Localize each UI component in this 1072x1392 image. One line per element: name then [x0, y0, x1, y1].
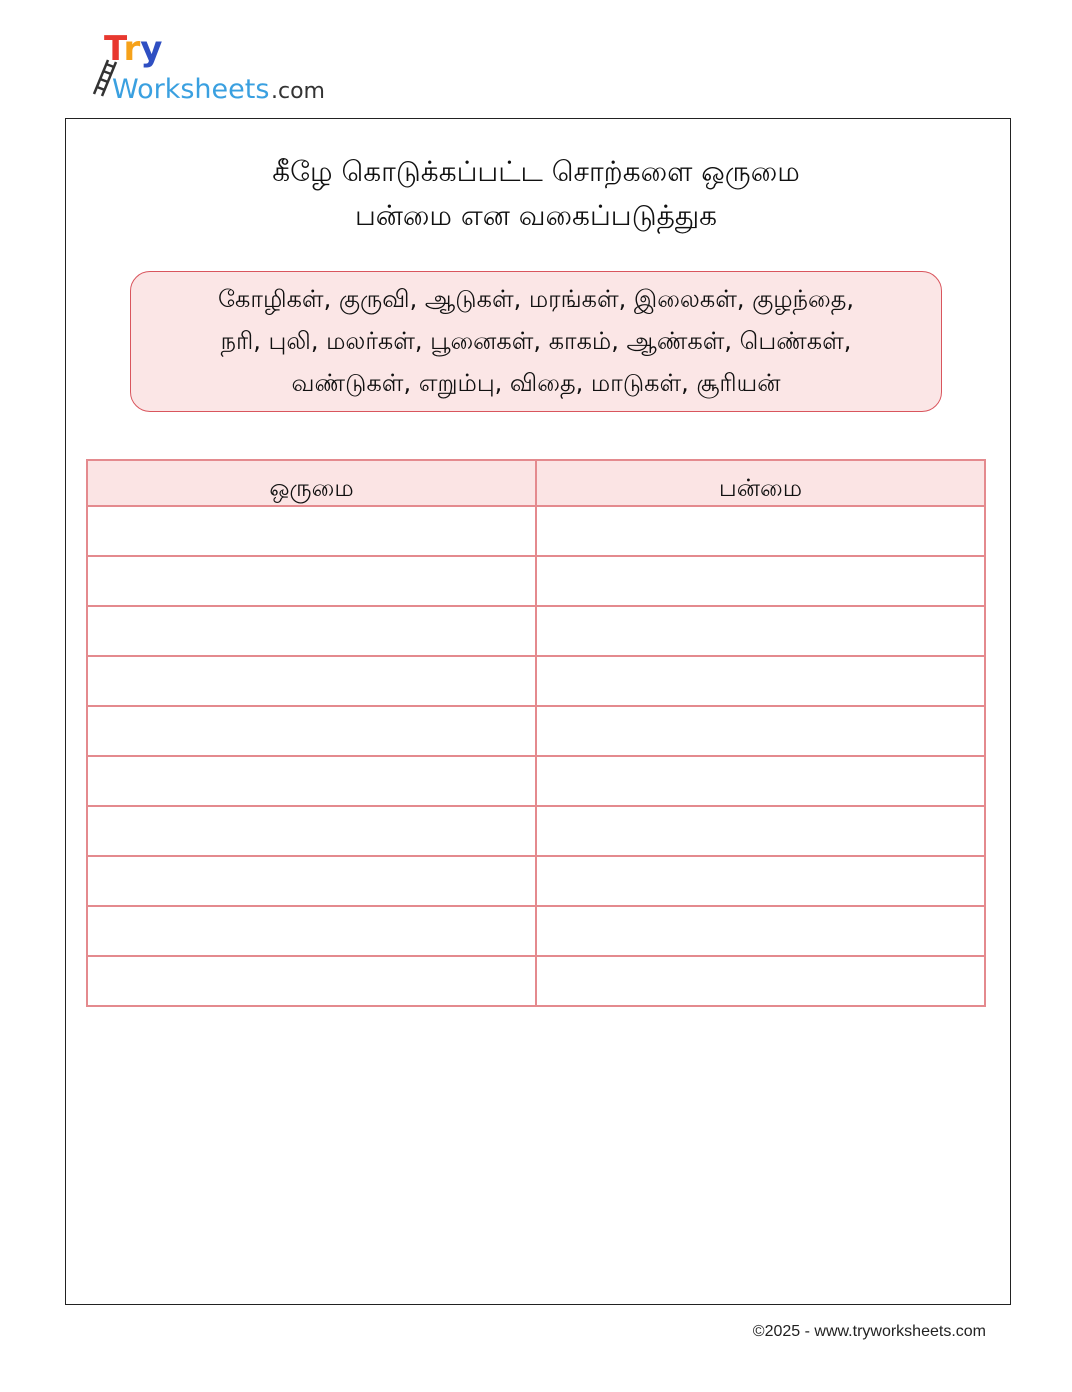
svg-text:Try: Try — [104, 30, 163, 69]
logo-worksheets: Worksheets — [112, 74, 270, 105]
table-row — [87, 706, 985, 756]
ladder-logo-graphic — [88, 30, 338, 105]
table-row — [87, 756, 985, 806]
singular-answer-cell[interactable] — [87, 906, 536, 956]
word-bank-line: கோழிகள், குருவி, ஆடுகள், மரங்கள், இலைகள், குழந்தை, — [218, 285, 854, 313]
plural-answer-cell[interactable] — [536, 606, 985, 656]
plural-answer-cell[interactable] — [536, 806, 985, 856]
word-bank-line: நரி, புலி, மலர்கள், பூனைகள், காகம், ஆண்கள், பெண்கள், — [220, 327, 852, 355]
singular-answer-cell[interactable] — [87, 856, 536, 906]
plural-answer-cell[interactable] — [536, 756, 985, 806]
singular-answer-cell[interactable] — [87, 956, 536, 1006]
table-row — [87, 856, 985, 906]
worksheet-title — [0, 150, 1072, 238]
header-singular: ஒருமை — [87, 460, 536, 506]
table-row — [87, 656, 985, 706]
word-bank — [130, 271, 942, 412]
header-plural: பன்மை — [536, 460, 985, 506]
table-row — [87, 956, 985, 1006]
singular-answer-cell[interactable] — [87, 756, 536, 806]
table-row — [87, 556, 985, 606]
singular-answer-cell[interactable] — [87, 806, 536, 856]
logo-com: .com — [271, 79, 325, 104]
title-line-1: கீழே கொடுக்கப்பட்ட சொற்களை ஒருமை — [272, 155, 800, 188]
table-row — [87, 606, 985, 656]
footer-copyright: ©2025 - www.tryworksheets.com — [752, 1323, 986, 1340]
singular-answer-cell[interactable] — [87, 656, 536, 706]
singular-answer-cell[interactable] — [87, 556, 536, 606]
singular-answer-cell[interactable] — [87, 706, 536, 756]
plural-answer-cell[interactable] — [536, 956, 985, 1006]
table-row — [87, 806, 985, 856]
plural-answer-cell[interactable] — [536, 906, 985, 956]
word-bank-line: வண்டுகள், எறும்பு, விதை, மாடுகள், சூரியன் — [291, 369, 781, 397]
singular-answer-cell[interactable] — [87, 606, 536, 656]
site-logo — [88, 30, 338, 105]
table-header-row — [87, 460, 985, 506]
plural-answer-cell[interactable] — [536, 506, 985, 556]
plural-answer-cell[interactable] — [536, 706, 985, 756]
singular-answer-cell[interactable] — [87, 506, 536, 556]
sorting-table — [86, 459, 986, 1007]
title-line-2: பன்மை என வகைப்படுத்துக — [354, 199, 718, 232]
plural-answer-cell[interactable] — [536, 556, 985, 606]
table-row — [87, 906, 985, 956]
plural-answer-cell[interactable] — [536, 656, 985, 706]
plural-answer-cell[interactable] — [536, 856, 985, 906]
table-row — [87, 506, 985, 556]
